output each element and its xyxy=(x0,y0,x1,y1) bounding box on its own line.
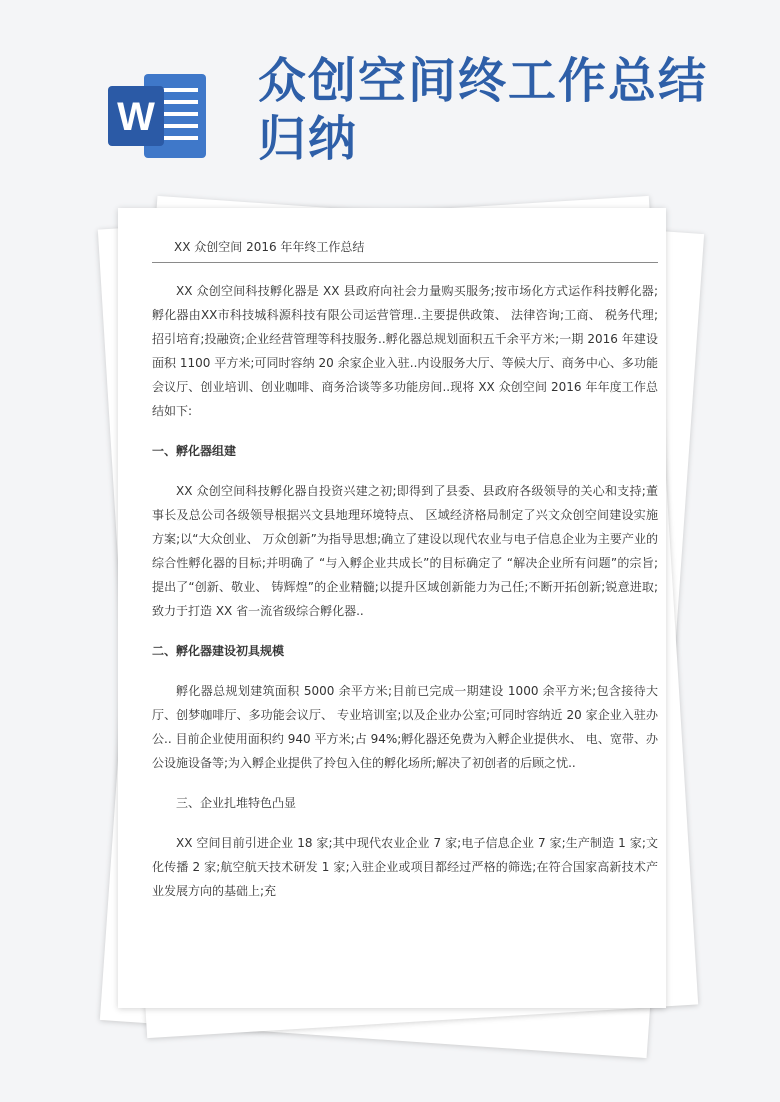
section-paragraph-2: 孵化器总规划建筑面积 5000 余平方米;目前已完成一期建设 1000 余平方米;包含接待大厅、创梦咖啡厅、多功能会议厅、 专业培训室;以及企业办公室;可同时容纳近 20 家企业入驻办公.. 目前企业使用面积约 940 平方米;占 94%;孵化器还免费为入孵企业提供水、 电、宽带、办公设施设备等;为入孵企业提供了拎包入住的孵化场所;解决了初创者的后顾之忧.. xyxy=(152,684,658,770)
page-title: 众创空间终工作总结归纳 xyxy=(258,53,709,167)
section-paragraph-3: XX 空间目前引进企业 18 家;其中现代农业企业 7 家;电子信息企业 7 家;生产制造 1 家;文化传播 2 家;航空航天技术研发 1 家;入驻企业或项目都经过严格的筛选;在符合国家高新技术产业发展方向的基础上;充 xyxy=(152,836,658,898)
document-header: XX 众创空间 2016 年年终工作总结 xyxy=(152,232,658,263)
section-heading-1: 一、孵化器组建 xyxy=(152,444,237,458)
word-document-icon xyxy=(108,68,208,164)
svg-text:W: W xyxy=(117,95,155,139)
section-paragraph-1: XX 众创空间科技孵化器自投资兴建之初;即得到了县委、县政府各级领导的关心和支持;董事长及总公司各级领导根据兴文县地理环境特点、 区域经济格局制定了兴文众创空间建设实施方案;以“大众创业、 万众创新”为指导思想;确立了建设以现代农业与电子信息企业为主要产业的综合性孵化器的目标;并明确了 “与入孵企业共成长”的目标确定了 “解决企业所有问题”的宗旨;提出了“创新、敬业、 铸辉煌”的企业精髓;以提升区域创新能力为己任;不断开拓创新;锐意进取;致力于打造 XX 省一流省级综合孵化器.. xyxy=(152,484,658,618)
section-heading-3: 三、企业扎堆特色凸显 xyxy=(176,796,297,810)
intro-paragraph: XX 众创空间科技孵化器是 XX 县政府向社会力量购买服务;按市场化方式运作科技孵化器;孵化器由XX市科技城科源科技有限公司运营管理..主要提供政策、 法律咨询;工商、 税务代理;招引培育;投融资;企业经营管理等科技服务..孵化器总规划面积五千余平方米;一期 2016 年建设面积 1100 平方米;可同时容纳 20 余家企业入驻..内设服务大厅、等候大厅、商务中心、多功能会议厅、创业培训、创业咖啡、商务洽谈等多功能房间..现将 XX 众创空间 2016 年年度工作总结如下: xyxy=(152,284,658,418)
section-heading-2: 二、孵化器建设初具规模 xyxy=(152,644,285,658)
document-body xyxy=(152,232,658,919)
